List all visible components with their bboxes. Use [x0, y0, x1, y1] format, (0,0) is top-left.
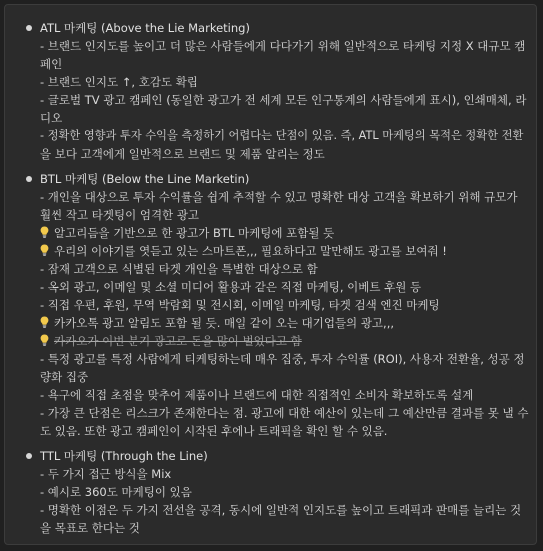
list-item: - 두 가지 접근 방식을 Mix [40, 467, 172, 481]
list-item: - 브랜드 인지도를 높이고 더 많은 사람들에게 다다가기 위해 일반적으로 타케팅 지정 X 대규모 캠 [40, 39, 526, 53]
bullet-icon [26, 176, 32, 182]
list-item: - 예시로 360도 마케팅이 있음 [40, 485, 192, 499]
lightbulb-icon [40, 316, 49, 328]
list-item: - 글로벌 TV 광고 캠페인 (동일한 광고가 전 세계 모든 인구통계의 사람들에게 표시), 인쇄매체, 라 [40, 93, 527, 107]
section-heading: TTL 마케팅 (Through the Line) [40, 449, 208, 463]
list-item: 량화 집중 [40, 370, 89, 384]
tip-text: 알고리듬을 기반으로 한 광고가 BTL 마케팅에 포함될 듯 [54, 226, 335, 240]
list-item: 훨씬 작고 타겟팅이 엄격한 광고 [40, 208, 200, 222]
list-item: - 브랜드 인지도 ↑, 호감도 확립 [40, 75, 198, 89]
list-item: 도 있음. 또한 광고 캠페인이 시작된 후에나 트래픽을 확인 할 수 있음. [40, 424, 388, 438]
tip-line [40, 224, 334, 242]
lightbulb-icon [40, 334, 49, 346]
list-item: - 옥외 광고, 이메일 및 소셜 미디어 활용과 같은 직접 마케팅, 이베트 후원 등 [40, 280, 422, 294]
list-item: 페인 [40, 57, 63, 71]
list-item: 을 목표로 한다는 것 [40, 521, 140, 535]
tip-line [40, 332, 302, 350]
lightbulb-icon [40, 226, 49, 238]
bullet-icon [26, 453, 32, 459]
list-item: - 명확한 이점은 두 가지 전선을 공격, 동시에 일반적 인지도를 높이고 트래픽과 판매를 늘리는 것 [40, 503, 522, 517]
bullet-icon [26, 25, 32, 31]
list-item: - 잠재 고객으로 식별된 타겟 개인을 특별한 대상으로 함 [40, 262, 318, 276]
list-item: - 직접 우편, 후원, 무역 박람회 및 전시회, 이메일 마케팅, 타겟 검색 엔진 마케팅 [40, 298, 440, 312]
tip-text-strikethrough: 카카오가 이번 분기 광고로 돈을 많이 벌었다고 함 [54, 334, 302, 348]
list-item: 을 보다 고객에게 일반적으로 브랜드 및 제품 알리는 정도 [40, 147, 325, 161]
lightbulb-icon [40, 244, 49, 256]
list-item: - 개인을 대상으로 투자 수익률을 쉽게 추적할 수 있고 명확한 대상 고객을 확보하기 위해 규모가 [40, 190, 518, 204]
notes-panel [4, 4, 537, 545]
list-item: - 정확한 영향과 투자 수익을 측정하기 어렵다는 단점이 있음. 즉, ATL 마케팅의 목적은 정확한 전환 [40, 129, 524, 142]
section-heading: BTL 마케팅 (Below the Line Marketin) [40, 172, 250, 186]
list-item: - 욕구에 직접 초점을 맞추어 제품이나 브랜드에 대한 직접적인 소비자 확보하도록 설계 [40, 388, 474, 402]
section-heading: ATL 마케팅 (Above the Lie Marketing) [40, 21, 250, 35]
tip-text: 카카오톡 광고 알림도 포함 될 듯. 매일 같이 오는 대기업들의 광고,,, [54, 316, 395, 330]
tip-line [40, 314, 394, 332]
list-item: 디오 [40, 111, 63, 125]
list-item: - 특정 광고를 특정 사람에게 티케팅하는데 매우 집중, 투자 수익률 (ROI), 사용자 전환율, 성공 정 [40, 352, 525, 366]
list-item: - 가장 큰 단점은 리스크가 존재한다는 점. 광고에 대한 예산이 있는데 그 예산만큼 결과를 못 낼 수 [40, 406, 529, 420]
tip-line [40, 242, 447, 260]
tip-text: 우리의 이야기를 엿듣고 있는 스마트폰,,, 필요하다고 말만해도 광고를 보여줘 ! [54, 244, 447, 258]
